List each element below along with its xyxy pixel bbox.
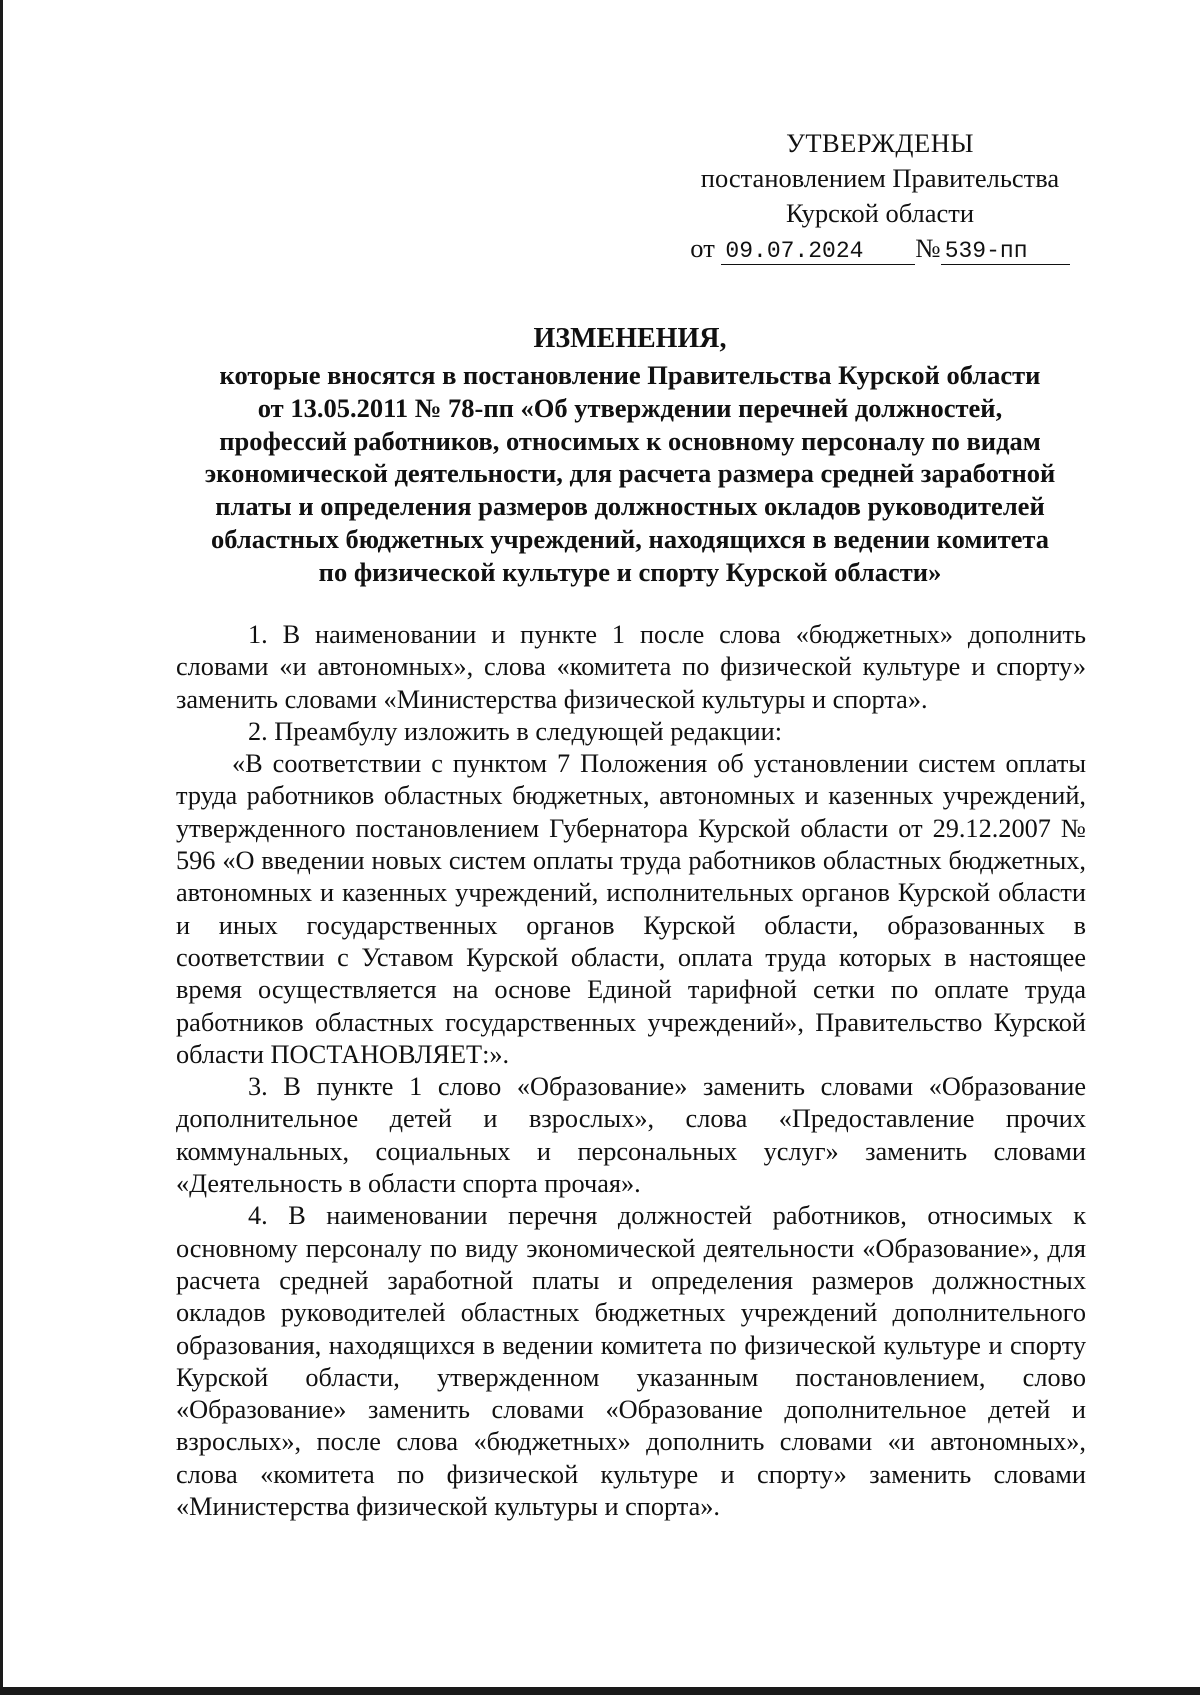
scan-edge-left — [0, 0, 3, 1695]
date-number-line — [660, 231, 1100, 266]
region-line: Курской области — [785, 198, 975, 228]
subtitle-line: профессий работников, относимых к основному персоналу по видам — [219, 425, 1041, 456]
paragraph-2: 2. Преамбулу изложить в следующей редакции: — [248, 716, 783, 746]
resolution-date: 09.07.2024 — [721, 238, 915, 265]
resolution-number: 539-пп — [941, 238, 1070, 265]
number-prefix: № — [915, 233, 941, 263]
subtitle-line: которые вносятся в постановление Правительства Курской области — [219, 360, 1041, 390]
subtitle-line: по физической культуре и спорту Курской области» — [318, 556, 942, 587]
paragraph-3: 3. В пункте 1 слово «Образование» заменить словами «Образование дополнительное детей и взрослых», слова «Предоставление прочих коммунальных, социальных и персональных услуг» заменить словами «Деятельность в области спорта прочая». — [176, 1072, 1086, 1199]
paragraph-4: 4. В наименовании перечня должностей работников, относимых к основному персоналу по виду экономической деятельности «Образование», для расчета средней заработной платы и определения размеров должностных окладов руководителей областных бюджетных учреждений дополнительного образования, находящихся в ведении комитета по физической культуре и спорту Курской области, утвержденном указанным постановлением, слово «Образование» заменить словами «Образование дополнительное детей и взрослых», после слова «бюджетных» дополнить словами «и автономных», слова «комитета по физической культуре и спорту» заменить словами «Министерства физической культуры и спорта». — [176, 1201, 1086, 1522]
paragraph-preamble: «В соответствии с пунктом 7 Положения об установлении систем оплаты труда работников областных бюджетных, автономных и казенных учреждений, утвержденного постановлением Губернатора Курской области от 29.12.2007 № 596 «О введении новых систем оплаты труда работников областных бюджетных, автономных и казенных учреждений, исполнительных органов Курской области и иных государственных органов Курской области, образованных в соответствии с Уставом Курской области, оплата труда которых в настоящее время осуществляется на основе Единой тарифной сетки по оплате труда работников областных государственных учреждений», Правительство Курской области ПОСТАНОВЛЯЕТ:». — [176, 749, 1086, 1069]
scan-edge-bottom — [0, 1687, 1200, 1695]
approval-stamp-block — [660, 126, 1100, 266]
document-body — [176, 619, 1086, 1523]
approved-heading: УТВЕРЖДЕНЫ — [786, 128, 974, 158]
subtitle-line: от 13.05.2011 № 78-пп «Об утверждении перечней должностей, — [257, 392, 1003, 423]
subtitle-line: областных бюджетных учреждений, находящихся в ведении комитета — [210, 523, 1050, 554]
document-title: ИЗМЕНЕНИЯ, — [533, 323, 727, 354]
subtitle-line: экономической деятельности, для расчета размера средней заработной — [204, 458, 1056, 489]
approved-by-line: постановлением Правительства — [700, 163, 1060, 193]
date-prefix: от — [690, 233, 715, 263]
paragraph-1: 1. В наименовании и пункте 1 после слова «бюджетных» дополнить словами «и автономных», слова «комитета по физической культуре и спорту» заменить словами «Министерства физической культуры и спорта». — [176, 620, 1086, 714]
subtitle-line: платы и определения размеров должностных окладов руководителей — [215, 491, 1045, 522]
document-subtitle — [160, 359, 1100, 589]
